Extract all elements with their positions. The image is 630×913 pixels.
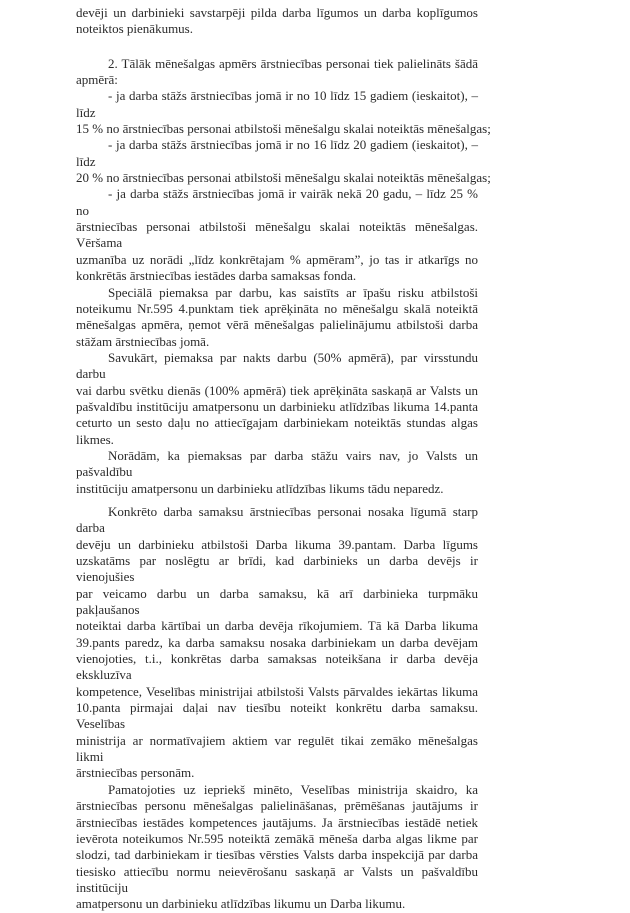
paragraph bbox=[76, 56, 478, 89]
text-line: uzmanība uz norādi „līdz konkrētajam % apmēram”, jo tas ir atkarīgs no bbox=[76, 251, 478, 267]
text-line: - ja darba stāžs ārstniecības jomā ir vairāk nekā 20 gadu, – līdz 25 % no bbox=[76, 186, 478, 218]
text-line: apmērā: bbox=[76, 72, 118, 88]
paragraph bbox=[76, 504, 478, 782]
paragraph bbox=[76, 285, 478, 350]
paragraph bbox=[76, 5, 478, 38]
text-line: ievērota noteikumos Nr.595 noteiktā zemākā mēneša darba algas likme par bbox=[76, 830, 478, 846]
paragraph bbox=[76, 350, 478, 448]
text-line: ārstniecības personai atbilstoši mēnešalgu skalai noteiktās mēnešalgas. Vēršama bbox=[76, 219, 478, 251]
text-line: amatpersonu un darbinieku atlīdzības likumu un Darba likumu. bbox=[76, 896, 406, 912]
text-line: ceturto un sesto daļu no attiecīgajam darbiniekam noteiktās stundas algas bbox=[76, 415, 478, 431]
text-line: vienojoties, t.i., konkrētas darba samaksas noteikšana ir darba devēja ekskluzīva bbox=[76, 651, 478, 683]
text-line: vai darbu svētku dienās (100% apmērā) tiek aprēķināta saskaņā ar Valsts un bbox=[76, 382, 478, 398]
text-line: 15 % no ārstniecības personai atbilstoši mēnešalgu skalai noteiktās mēnešalgas; bbox=[76, 121, 491, 137]
text-line: likmes. bbox=[76, 431, 114, 447]
text-line: noteiktai darba kārtībai un darba devēja rīkojumiem. Tā kā Darba likuma bbox=[76, 618, 478, 634]
text-line: kompetence, Veselības ministrijai atbilstoši Valsts pārvaldes iekārtas likuma bbox=[76, 683, 478, 699]
paragraph bbox=[76, 88, 491, 137]
text-line: Speciālā piemaksa par darbu, kas saistīts ar īpašu risku atbilstoši bbox=[108, 284, 478, 300]
text-line: ārstniecības personām. bbox=[76, 765, 195, 781]
text-line: devēji un darbinieki savstarpēji pilda darba līgumos un darba koplīgumos bbox=[76, 5, 478, 20]
text-line: - ja darba stāžs ārstniecības jomā ir no 16 līdz 20 gadiem (ieskaitot), – līdz bbox=[76, 137, 478, 169]
text-line: ārstniecības iestādes kompetences jautājums. Ja ārstniecības iestādē netiek bbox=[76, 814, 478, 830]
text-line: konkrētās ārstniecības iestādes darba samaksas fonda. bbox=[76, 268, 357, 284]
text-line: 2. Tālāk mēnešalgas apmērs ārstniecības personai tiek palielināts šādā bbox=[108, 55, 478, 71]
paragraph bbox=[76, 782, 478, 913]
text-line: noteiktos pienākumus. bbox=[76, 21, 193, 37]
text-line: Norādām, ka piemaksas par darba stāžu vairs nav, jo Valsts un pašvaldību bbox=[76, 447, 478, 480]
text-line: ārstniecības personu mēnešalgas palielināšanas, prēmēšanas jautājums ir bbox=[76, 798, 478, 814]
text-line: par veicamo darbu un darba samaksu, kā arī darbinieka turpmāku pakļaušanos bbox=[76, 585, 478, 618]
text-line: 39.pants paredz, ka darba samaksu nosaka darbiniekam un darba devējam bbox=[76, 634, 478, 650]
text-line: slodzi, tad darbiniekam ir tiesības vērsties Valsts darba inspekcijā par darba bbox=[76, 847, 478, 863]
text-line: Pamatojoties uz iepriekš minēto, Veselības ministrija skaidro, ka bbox=[108, 781, 478, 797]
text-line: - ja darba stāžs ārstniecības jomā ir no 10 līdz 15 gadiem (ieskaitot), – līdz bbox=[76, 88, 478, 120]
text-line: Konkrēto darba samaksu ārstniecības personai nosaka līgumā starp darba bbox=[76, 503, 478, 536]
paragraph bbox=[76, 186, 478, 284]
text-line: stāžam ārstniecības jomā. bbox=[76, 333, 210, 349]
text-line: 20 % no ārstniecības personai atbilstoši mēnešalgu skalai noteiktās mēnešalgas; bbox=[76, 170, 491, 186]
text-line: devēju un darbinieku atbilstoši Darba likuma 39.pantam. Darba līgums bbox=[76, 536, 478, 552]
paragraph bbox=[76, 137, 491, 186]
text-line: pašvaldību institūciju amatpersonu un darbinieku atlīdzības likuma 14.panta bbox=[76, 398, 478, 414]
document-body bbox=[76, 5, 491, 913]
text-line: ministrija ar normatīvajiem aktiem var regulēt tikai zemāko mēnešalgas likmi bbox=[76, 732, 478, 765]
text-line: mēnešalgas apmēra, ņemot vērā mēnešalgas palielinājumu atbilstoši darba bbox=[76, 317, 478, 333]
text-line: noteikumu Nr.595 4.punktam tiek aprēķināta no mēnešalgu skalā noteiktā bbox=[76, 300, 478, 316]
text-line: tiesisko attiecību normu neievērošanu saskaņā ar Valsts un pašvaldību institūciju bbox=[76, 863, 478, 895]
text-line: Savukārt, piemaksa par nakts darbu (50% apmērā), par virsstundu darbu bbox=[76, 349, 478, 382]
text-line: uzskatāms par noslēgtu ar brīdi, kad darbinieks un darba devējs ir vienojušies bbox=[76, 553, 478, 585]
text-line: institūciju amatpersonu un darbinieku atlīdzības likums tādu neparedz. bbox=[76, 480, 444, 496]
text-line: 10.panta pirmajai daļai nav tiesību noteikt konkrētu darba samaksu. Veselības bbox=[76, 700, 478, 732]
paragraph bbox=[76, 448, 478, 497]
